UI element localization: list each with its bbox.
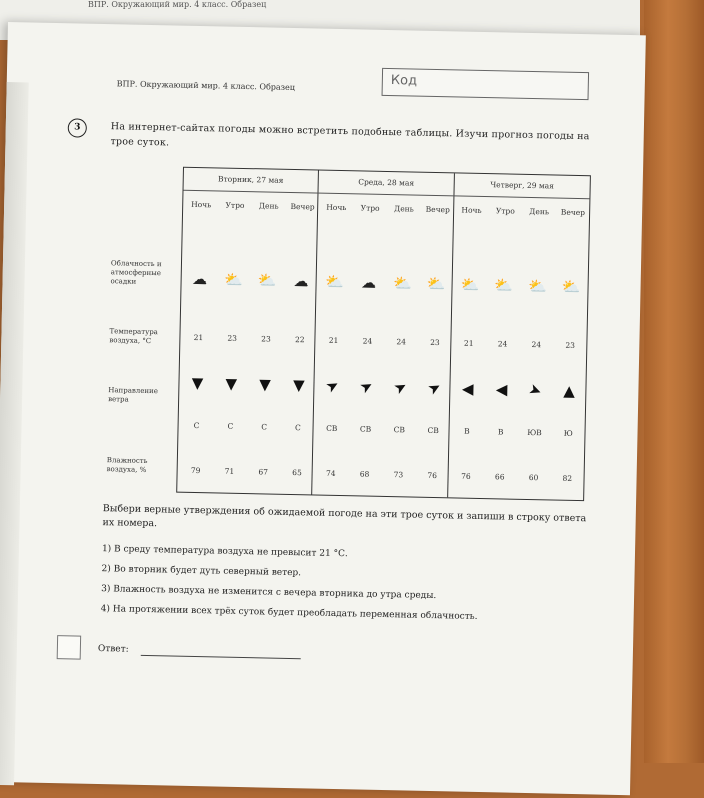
wind-dir-cell: СВ [359, 424, 372, 434]
wind-dir-cell: СВ [427, 425, 439, 436]
code-box[interactable] [382, 68, 590, 100]
wind-dir-cell: Ю [563, 428, 573, 438]
temp-cell: 24 [531, 340, 542, 350]
wind-dir-cell: С [227, 421, 234, 431]
period-header: Ночь [191, 199, 212, 210]
row-label-humidity: Влажность воздуха, % [106, 456, 148, 474]
period-header: Утро [495, 206, 515, 216]
row-label-clouds: Облачность и атмосферные осадки [110, 259, 162, 286]
row-label-wind: Направление ветра [108, 386, 158, 404]
temp-cell: 23 [565, 340, 576, 350]
sun-cloud-icon: ⛅ [494, 276, 514, 295]
wind-arrow-icon: ◀ [461, 379, 474, 398]
period-header: День [394, 204, 414, 214]
page-fold [0, 82, 29, 785]
wind-arrow-icon: ➤ [526, 379, 545, 401]
humidity-cell: 82 [562, 473, 573, 483]
sun-cloud-icon: ⛅ [325, 272, 345, 292]
question-number: 3 [68, 118, 87, 137]
task-instruction: Выбери верные утверждения об ожидаемой погоде на эти трое суток и запиши в строку ответа их номера. [102, 503, 587, 530]
temp-cell: 23 [227, 333, 238, 343]
wind-dir-cell: СВ [393, 425, 406, 435]
period-header: Утро [225, 200, 245, 210]
humidity-cell: 74 [325, 468, 336, 478]
temp-cell: 21 [193, 332, 204, 343]
temp-cell: 24 [497, 339, 508, 349]
question-intro: На интернет-сайтах погоды можно встретить подобные таблицы. Изучи прогноз погоды на трое суток. [110, 121, 590, 149]
wind-arrow-icon: ▼ [225, 374, 238, 393]
temp-cell: 24 [362, 336, 373, 346]
cloud-icon: ☁ [360, 273, 377, 292]
worksheet-page [0, 22, 646, 795]
period-header: Утро [360, 203, 380, 213]
humidity-cell: 68 [359, 469, 370, 479]
wind-dir-cell: В [497, 427, 504, 437]
day-header: Среда, 28 мая [358, 177, 415, 188]
cloud-icon: ☁ [293, 272, 309, 291]
humidity-cell: 66 [494, 472, 505, 482]
answer-field[interactable] [141, 655, 301, 659]
day-header: Четверг, 29 мая [490, 180, 555, 191]
period-header: Вечер [290, 201, 315, 212]
sun-cloud-icon: ⛅ [223, 270, 243, 289]
humidity-cell: 67 [258, 467, 269, 477]
row-label-temp: Температура воздуха, °С [109, 327, 158, 346]
day-divider [311, 171, 319, 495]
temp-cell: 22 [294, 335, 305, 345]
wind-dir-cell: С [261, 422, 268, 432]
wind-arrow-icon: ➤ [390, 376, 411, 399]
period-header: Вечер [425, 204, 450, 215]
sun-cloud-icon: ⛅ [460, 275, 480, 294]
wind-dir-cell: С [193, 420, 200, 431]
day-header: Вторник, 27 мая [217, 174, 284, 185]
period-header: День [258, 201, 279, 211]
humidity-cell: 65 [292, 468, 302, 478]
humidity-cell: 71 [224, 466, 235, 476]
humidity-cell: 73 [393, 470, 404, 480]
temp-cell: 23 [430, 337, 440, 348]
sun-cloud-icon: ⛅ [426, 274, 446, 294]
period-header: Вечер [560, 207, 586, 218]
period-header: День [529, 206, 550, 217]
cloud-icon: ☁ [191, 269, 208, 289]
option-2: 2) Во вторник будет дуть северный ветер. [101, 564, 302, 579]
wind-arrow-icon: ➤ [322, 374, 343, 397]
cut-header-text: ВПР. Окружающий мир. 4 класс. Образец [88, 0, 267, 9]
sun-cloud-icon: ⛅ [392, 274, 412, 293]
wind-dir-cell: СВ [326, 423, 338, 433]
wind-arrow-icon: ▼ [292, 376, 305, 395]
sun-cloud-icon: ⛅ [528, 276, 548, 296]
wind-arrow-icon: ▼ [191, 373, 204, 393]
humidity-cell: 76 [461, 471, 471, 481]
temp-cell: 21 [463, 338, 474, 348]
option-3: 3) Влажность воздуха не изменится с вечера вторника до утра среды. [101, 584, 437, 602]
wind-arrow-icon: ➤ [356, 375, 377, 398]
sun-cloud-icon: ⛅ [257, 271, 277, 290]
header-divider [184, 190, 590, 200]
wind-arrow-icon: ➤ [424, 377, 444, 399]
wind-arrow-icon: ▲ [563, 381, 576, 400]
day-divider [447, 173, 455, 497]
page-header: ВПР. Окружающий мир. 4 класс. Образец [116, 79, 296, 93]
wind-arrow-icon: ◀ [495, 380, 508, 399]
humidity-cell: 76 [427, 470, 438, 481]
temp-cell: 21 [328, 335, 339, 345]
wind-arrow-icon: ▼ [259, 375, 272, 394]
code-label: Код [390, 73, 418, 89]
option-1: 1) В среду температура воздуха не превысит 21 °С. [101, 544, 348, 560]
desk-background [644, 0, 704, 763]
sun-cloud-icon: ⛅ [561, 277, 581, 297]
wind-dir-cell: С [294, 423, 301, 433]
period-header: Ночь [461, 205, 482, 215]
temp-cell: 23 [261, 334, 271, 344]
option-4: 4) На протяжении всех трёх суток будет преобладать переменная облачность. [100, 604, 478, 622]
humidity-cell: 79 [190, 465, 201, 476]
wind-dir-cell: В [464, 426, 470, 436]
wind-dir-cell: ЮВ [527, 427, 542, 438]
temp-cell: 24 [396, 337, 407, 347]
answer-label: Ответ: [97, 644, 129, 655]
humidity-cell: 60 [528, 473, 539, 483]
period-header: Ночь [326, 202, 347, 213]
score-box[interactable] [57, 635, 81, 659]
